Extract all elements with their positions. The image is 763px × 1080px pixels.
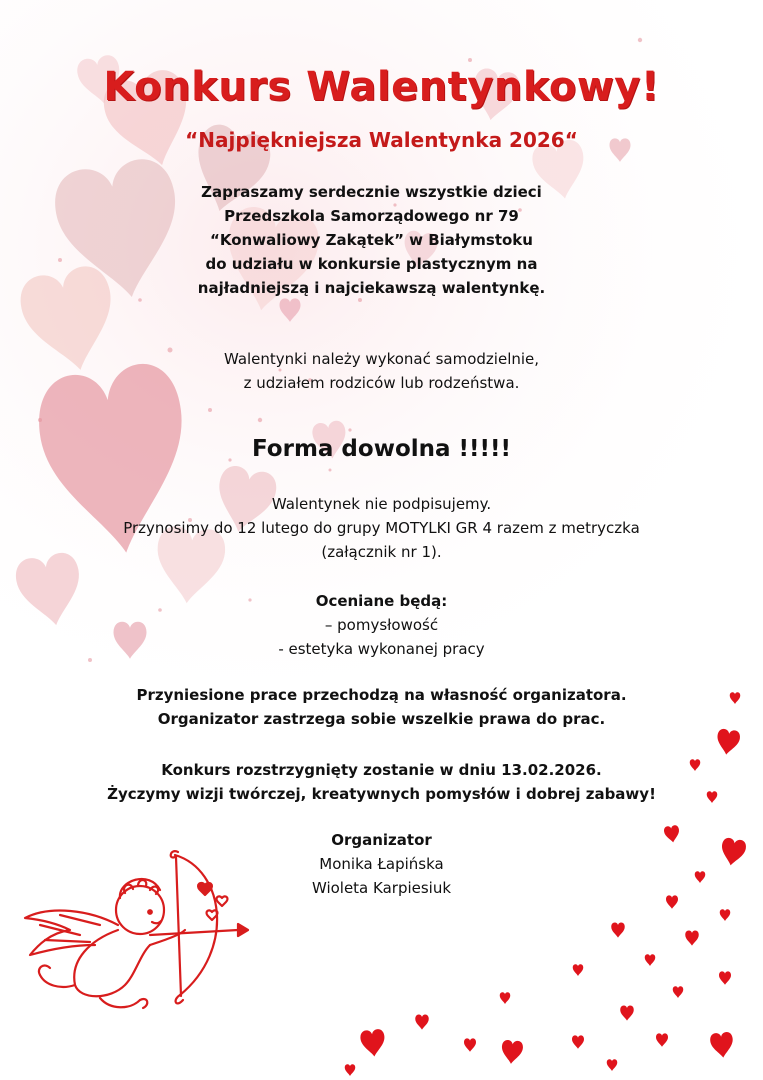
text-line: z udziałem rodziców lub rodzeństwa. <box>243 374 520 392</box>
organizer-section <box>0 828 763 900</box>
text-line: do udziału w konkursie plastycznym na <box>205 255 538 273</box>
text-line: Walentynki należy wykonać samodzielnie, <box>223 350 540 368</box>
criteria-heading: Oceniane będą: <box>315 592 448 610</box>
criteria-item: - estetyka wykonanej pracy <box>278 640 485 658</box>
text-line: (załącznik nr 1). <box>321 543 442 561</box>
text-line: Konkurs rozstrzygnięty zostanie w dniu 13.02.2026. <box>161 761 602 779</box>
text-line: Organizator zastrzega sobie wszelkie prawa do prac. <box>157 710 606 728</box>
criteria-section <box>0 589 763 661</box>
text-line: Przedszkola Samorządowego nr 79 <box>224 207 519 225</box>
text-line: Przynosimy do 12 lutego do grupy MOTYLKI GR 4 razem z metryczka <box>123 519 640 537</box>
closing-paragraph <box>0 758 763 806</box>
rules-paragraph <box>0 492 763 564</box>
criteria-item: – pomysłowość <box>324 616 439 634</box>
poster-title: Konkurs Walentynkowy! <box>103 64 660 110</box>
invitation-paragraph <box>0 180 753 300</box>
instructions-paragraph <box>0 347 763 395</box>
organizer-name: Monika Łapińska <box>319 855 444 873</box>
ownership-paragraph <box>0 683 763 731</box>
text-line: najładniejszą i najciekawszą walentynkę. <box>197 279 546 297</box>
organizer-name: Wioleta Karpiesiuk <box>311 879 452 897</box>
text-line: Przyniesione prace przechodzą na własność organizatora. <box>136 686 627 704</box>
text-line: Zapraszamy serdecznie wszystkie dzieci <box>201 183 542 201</box>
text-line: “Konwaliowy Zakątek” w Białymstoku <box>210 231 533 249</box>
forma-heading: Forma dowolna !!!!! <box>252 436 511 462</box>
poster-subtitle: “Najpiękniejsza Walentynka 2026“ <box>185 128 578 152</box>
text-line: Życzymy wizji twórczej, kreatywnych pomysłów i dobrej zabawy! <box>107 785 656 803</box>
organizer-heading: Organizator <box>331 831 432 849</box>
text-line: Walentynek nie podpisujemy. <box>271 495 492 513</box>
